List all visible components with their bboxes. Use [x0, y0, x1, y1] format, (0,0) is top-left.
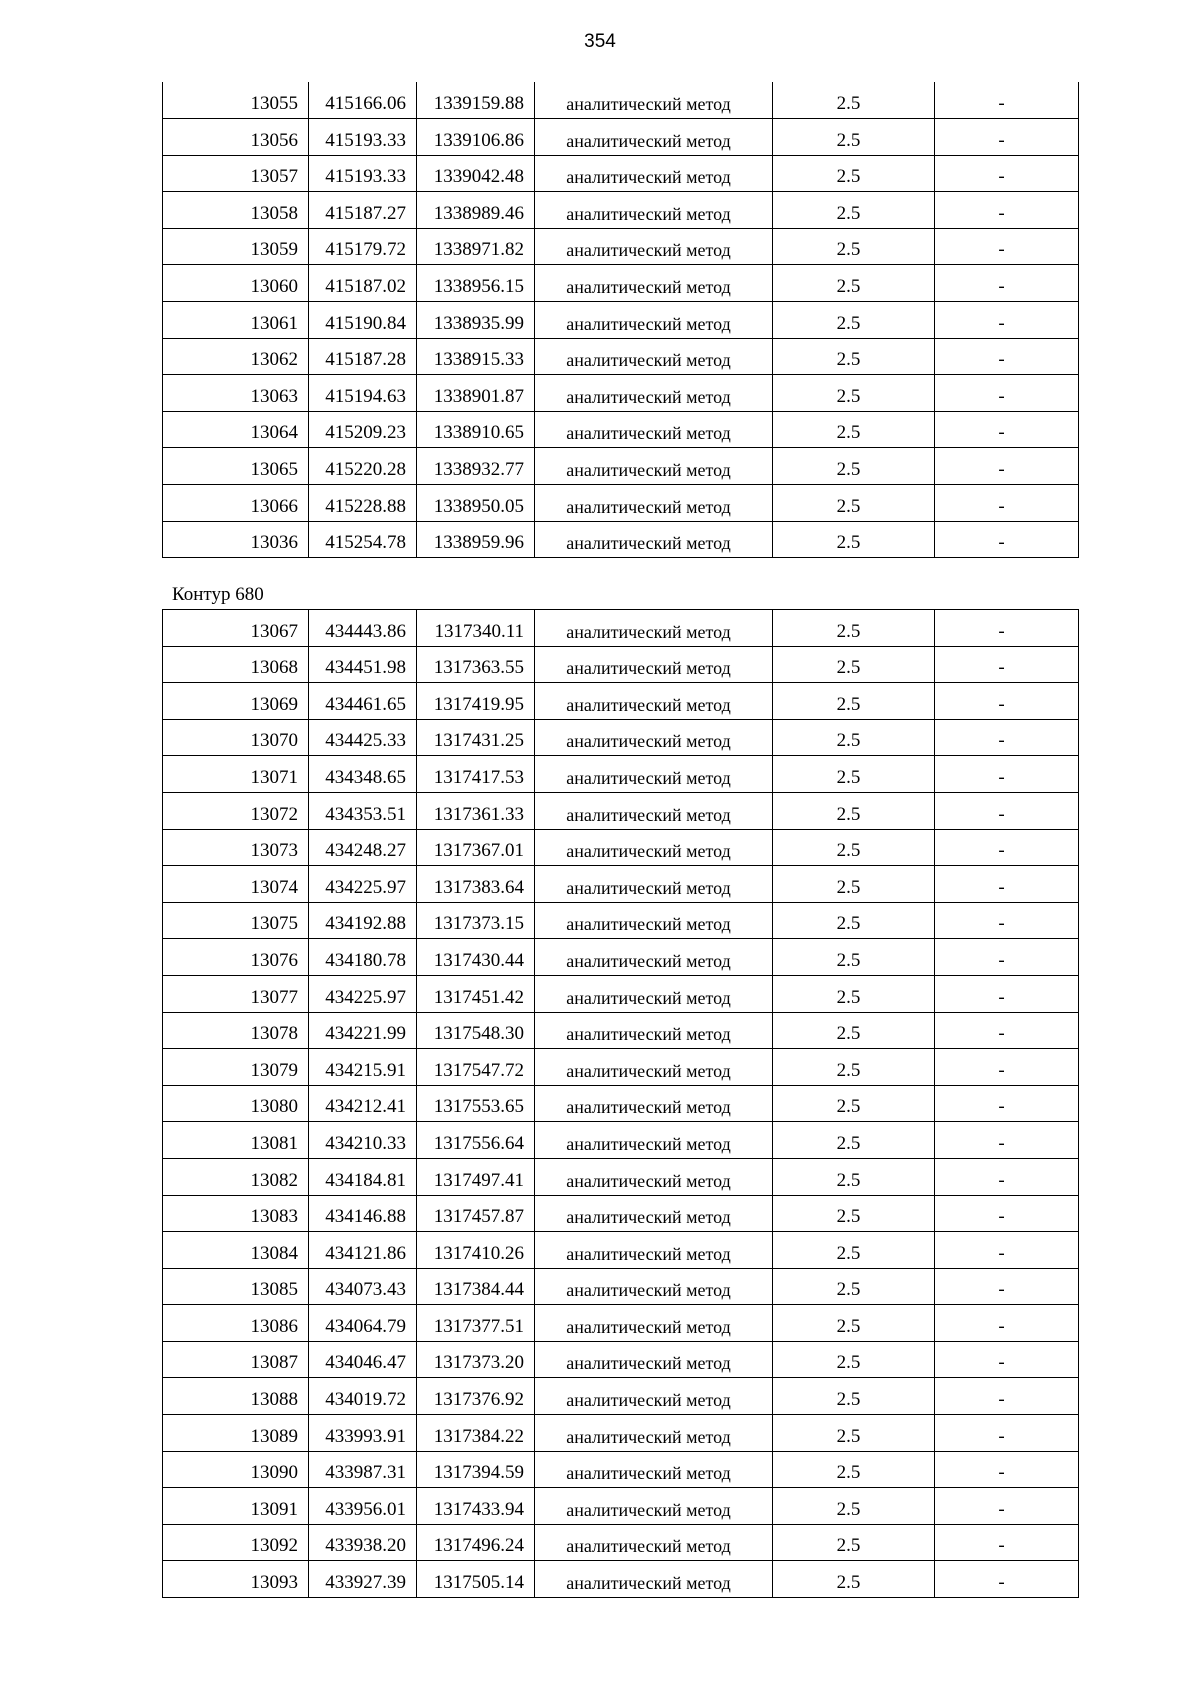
method-cell: аналитический метод: [535, 265, 773, 302]
note-cell: -: [935, 683, 1079, 720]
note-cell: -: [935, 1488, 1079, 1525]
method-cell: аналитический метод: [535, 1341, 773, 1378]
precision-cell: 2.5: [773, 1378, 935, 1415]
point-number-cell: 13036: [163, 521, 309, 558]
method-cell: аналитический метод: [535, 939, 773, 976]
point-number-cell: 13084: [163, 1232, 309, 1269]
table-row: [163, 265, 1079, 302]
y-coordinate-cell: 1338956.15: [417, 265, 535, 302]
precision-cell: 2.5: [773, 448, 935, 485]
point-number-cell: 13067: [163, 610, 309, 647]
y-coordinate-cell: 1339042.48: [417, 155, 535, 192]
x-coordinate-cell: 433938.20: [309, 1524, 417, 1561]
note-cell: -: [935, 829, 1079, 866]
x-coordinate-cell: 434215.91: [309, 1049, 417, 1086]
note-cell: -: [935, 82, 1079, 119]
note-cell: -: [935, 1415, 1079, 1452]
y-coordinate-cell: 1338950.05: [417, 485, 535, 522]
y-coordinate-cell: 1317547.72: [417, 1049, 535, 1086]
x-coordinate-cell: 415228.88: [309, 485, 417, 522]
note-cell: -: [935, 155, 1079, 192]
y-coordinate-cell: 1317548.30: [417, 1012, 535, 1049]
precision-cell: 2.5: [773, 902, 935, 939]
y-coordinate-cell: 1317433.94: [417, 1488, 535, 1525]
x-coordinate-cell: 434121.86: [309, 1232, 417, 1269]
y-coordinate-cell: 1317556.64: [417, 1122, 535, 1159]
y-coordinate-cell: 1317394.59: [417, 1451, 535, 1488]
x-coordinate-cell: 434461.65: [309, 683, 417, 720]
x-coordinate-cell: 434443.86: [309, 610, 417, 647]
precision-cell: 2.5: [773, 756, 935, 793]
note-cell: -: [935, 792, 1079, 829]
x-coordinate-cell: 415187.02: [309, 265, 417, 302]
x-coordinate-cell: 415179.72: [309, 228, 417, 265]
point-number-cell: 13062: [163, 338, 309, 375]
precision-cell: 2.5: [773, 939, 935, 976]
point-number-cell: 13082: [163, 1158, 309, 1195]
table-row: [163, 829, 1079, 866]
y-coordinate-cell: 1317384.22: [417, 1415, 535, 1452]
precision-cell: 2.5: [773, 719, 935, 756]
point-number-cell: 13079: [163, 1049, 309, 1086]
method-cell: аналитический метод: [535, 1378, 773, 1415]
x-coordinate-cell: 415187.28: [309, 338, 417, 375]
precision-cell: 2.5: [773, 265, 935, 302]
table-row: [163, 302, 1079, 339]
y-coordinate-cell: 1317451.42: [417, 975, 535, 1012]
note-cell: -: [935, 1451, 1079, 1488]
note-cell: -: [935, 939, 1079, 976]
note-cell: -: [935, 975, 1079, 1012]
precision-cell: 2.5: [773, 302, 935, 339]
coordinates-table-2: [162, 609, 1079, 1598]
y-coordinate-cell: 1338989.46: [417, 192, 535, 229]
method-cell: аналитический метод: [535, 1158, 773, 1195]
precision-cell: 2.5: [773, 155, 935, 192]
method-cell: аналитический метод: [535, 1561, 773, 1598]
table-row: [163, 192, 1079, 229]
x-coordinate-cell: 433993.91: [309, 1415, 417, 1452]
y-coordinate-cell: 1317417.53: [417, 756, 535, 793]
y-coordinate-cell: 1338959.96: [417, 521, 535, 558]
note-cell: -: [935, 448, 1079, 485]
method-cell: аналитический метод: [535, 338, 773, 375]
note-cell: -: [935, 1195, 1079, 1232]
x-coordinate-cell: 415194.63: [309, 375, 417, 412]
table-row: [163, 1085, 1079, 1122]
note-cell: -: [935, 756, 1079, 793]
y-coordinate-cell: 1317376.92: [417, 1378, 535, 1415]
note-cell: -: [935, 375, 1079, 412]
note-cell: -: [935, 338, 1079, 375]
table-row: [163, 866, 1079, 903]
note-cell: -: [935, 265, 1079, 302]
note-cell: -: [935, 1232, 1079, 1269]
precision-cell: 2.5: [773, 829, 935, 866]
x-coordinate-cell: 434146.88: [309, 1195, 417, 1232]
coordinates-table-2-body: [163, 610, 1079, 1598]
x-coordinate-cell: 434225.97: [309, 866, 417, 903]
precision-cell: 2.5: [773, 521, 935, 558]
method-cell: аналитический метод: [535, 1415, 773, 1452]
method-cell: аналитический метод: [535, 485, 773, 522]
y-coordinate-cell: 1317384.44: [417, 1268, 535, 1305]
point-number-cell: 13071: [163, 756, 309, 793]
table-row: [163, 338, 1079, 375]
precision-cell: 2.5: [773, 1195, 935, 1232]
table-row: [163, 683, 1079, 720]
point-number-cell: 13074: [163, 866, 309, 903]
y-coordinate-cell: 1317419.95: [417, 683, 535, 720]
table-row: [163, 1012, 1079, 1049]
precision-cell: 2.5: [773, 1524, 935, 1561]
point-number-cell: 13065: [163, 448, 309, 485]
y-coordinate-cell: 1317457.87: [417, 1195, 535, 1232]
precision-cell: 2.5: [773, 1012, 935, 1049]
precision-cell: 2.5: [773, 1158, 935, 1195]
table-row: [163, 228, 1079, 265]
precision-cell: 2.5: [773, 82, 935, 119]
y-coordinate-cell: 1317553.65: [417, 1085, 535, 1122]
page-number: 354: [584, 31, 616, 52]
y-coordinate-cell: 1338915.33: [417, 338, 535, 375]
coordinates-table-1: [162, 82, 1079, 558]
x-coordinate-cell: 415187.27: [309, 192, 417, 229]
table-row: [163, 1341, 1079, 1378]
point-number-cell: 13092: [163, 1524, 309, 1561]
precision-cell: 2.5: [773, 192, 935, 229]
precision-cell: 2.5: [773, 975, 935, 1012]
table-row: [163, 792, 1079, 829]
note-cell: -: [935, 485, 1079, 522]
table-row: [163, 448, 1079, 485]
method-cell: аналитический метод: [535, 1268, 773, 1305]
table-row: [163, 646, 1079, 683]
precision-cell: 2.5: [773, 1085, 935, 1122]
x-coordinate-cell: 434248.27: [309, 829, 417, 866]
precision-cell: 2.5: [773, 1341, 935, 1378]
y-coordinate-cell: 1317497.41: [417, 1158, 535, 1195]
x-coordinate-cell: 434425.33: [309, 719, 417, 756]
note-cell: -: [935, 1122, 1079, 1159]
x-coordinate-cell: 415193.33: [309, 155, 417, 192]
precision-cell: 2.5: [773, 1049, 935, 1086]
table-row: [163, 1305, 1079, 1342]
point-number-cell: 13055: [163, 82, 309, 119]
x-coordinate-cell: 434073.43: [309, 1268, 417, 1305]
y-coordinate-cell: 1317496.24: [417, 1524, 535, 1561]
point-number-cell: 13093: [163, 1561, 309, 1598]
note-cell: -: [935, 119, 1079, 156]
note-cell: -: [935, 1049, 1079, 1086]
x-coordinate-cell: 415193.33: [309, 119, 417, 156]
point-number-cell: 13085: [163, 1268, 309, 1305]
y-coordinate-cell: 1317340.11: [417, 610, 535, 647]
method-cell: аналитический метод: [535, 866, 773, 903]
table-row: [163, 119, 1079, 156]
point-number-cell: 13077: [163, 975, 309, 1012]
y-coordinate-cell: 1317373.20: [417, 1341, 535, 1378]
y-coordinate-cell: 1317367.01: [417, 829, 535, 866]
point-number-cell: 13060: [163, 265, 309, 302]
table-row: [163, 610, 1079, 647]
method-cell: аналитический метод: [535, 902, 773, 939]
table-row: [163, 521, 1079, 558]
precision-cell: 2.5: [773, 792, 935, 829]
method-cell: аналитический метод: [535, 1012, 773, 1049]
method-cell: аналитический метод: [535, 1451, 773, 1488]
table-row: [163, 1378, 1079, 1415]
note-cell: -: [935, 411, 1079, 448]
point-number-cell: 13090: [163, 1451, 309, 1488]
table-row: [163, 939, 1079, 976]
x-coordinate-cell: 434019.72: [309, 1378, 417, 1415]
precision-cell: 2.5: [773, 485, 935, 522]
x-coordinate-cell: 433987.31: [309, 1451, 417, 1488]
method-cell: аналитический метод: [535, 1049, 773, 1086]
note-cell: -: [935, 1561, 1079, 1598]
precision-cell: 2.5: [773, 228, 935, 265]
x-coordinate-cell: 415254.78: [309, 521, 417, 558]
x-coordinate-cell: 433927.39: [309, 1561, 417, 1598]
method-cell: аналитический метод: [535, 1524, 773, 1561]
precision-cell: 2.5: [773, 1451, 935, 1488]
point-number-cell: 13063: [163, 375, 309, 412]
method-cell: аналитический метод: [535, 82, 773, 119]
table-row: [163, 1561, 1079, 1598]
section-label-contour: Контур 680: [172, 584, 264, 605]
y-coordinate-cell: 1339159.88: [417, 82, 535, 119]
table-row: [163, 756, 1079, 793]
point-number-cell: 13086: [163, 1305, 309, 1342]
method-cell: аналитический метод: [535, 302, 773, 339]
precision-cell: 2.5: [773, 683, 935, 720]
y-coordinate-cell: 1338910.65: [417, 411, 535, 448]
y-coordinate-cell: 1338971.82: [417, 228, 535, 265]
precision-cell: 2.5: [773, 1561, 935, 1598]
y-coordinate-cell: 1317431.25: [417, 719, 535, 756]
note-cell: -: [935, 1341, 1079, 1378]
note-cell: -: [935, 646, 1079, 683]
note-cell: -: [935, 1012, 1079, 1049]
precision-cell: 2.5: [773, 411, 935, 448]
x-coordinate-cell: 434348.65: [309, 756, 417, 793]
note-cell: -: [935, 1305, 1079, 1342]
method-cell: аналитический метод: [535, 1232, 773, 1269]
precision-cell: 2.5: [773, 610, 935, 647]
x-coordinate-cell: 415209.23: [309, 411, 417, 448]
precision-cell: 2.5: [773, 375, 935, 412]
point-number-cell: 13059: [163, 228, 309, 265]
y-coordinate-cell: 1317361.33: [417, 792, 535, 829]
table-row: [163, 902, 1079, 939]
note-cell: -: [935, 1268, 1079, 1305]
point-number-cell: 13088: [163, 1378, 309, 1415]
table-row: [163, 411, 1079, 448]
method-cell: аналитический метод: [535, 119, 773, 156]
table-row: [163, 1122, 1079, 1159]
method-cell: аналитический метод: [535, 756, 773, 793]
note-cell: -: [935, 1524, 1079, 1561]
method-cell: аналитический метод: [535, 1122, 773, 1159]
method-cell: аналитический метод: [535, 646, 773, 683]
precision-cell: 2.5: [773, 646, 935, 683]
note-cell: -: [935, 1378, 1079, 1415]
point-number-cell: 13056: [163, 119, 309, 156]
note-cell: -: [935, 902, 1079, 939]
x-coordinate-cell: 434212.41: [309, 1085, 417, 1122]
x-coordinate-cell: 434046.47: [309, 1341, 417, 1378]
note-cell: -: [935, 302, 1079, 339]
note-cell: -: [935, 866, 1079, 903]
x-coordinate-cell: 415190.84: [309, 302, 417, 339]
point-number-cell: 13058: [163, 192, 309, 229]
method-cell: аналитический метод: [535, 1195, 773, 1232]
point-number-cell: 13076: [163, 939, 309, 976]
table-row: [163, 719, 1079, 756]
y-coordinate-cell: 1338901.87: [417, 375, 535, 412]
x-coordinate-cell: 434192.88: [309, 902, 417, 939]
table-row: [163, 1451, 1079, 1488]
point-number-cell: 13078: [163, 1012, 309, 1049]
note-cell: -: [935, 228, 1079, 265]
method-cell: аналитический метод: [535, 521, 773, 558]
method-cell: аналитический метод: [535, 375, 773, 412]
method-cell: аналитический метод: [535, 792, 773, 829]
point-number-cell: 13089: [163, 1415, 309, 1452]
method-cell: аналитический метод: [535, 411, 773, 448]
point-number-cell: 13081: [163, 1122, 309, 1159]
precision-cell: 2.5: [773, 866, 935, 903]
point-number-cell: 13083: [163, 1195, 309, 1232]
precision-cell: 2.5: [773, 1488, 935, 1525]
note-cell: -: [935, 1085, 1079, 1122]
x-coordinate-cell: 434210.33: [309, 1122, 417, 1159]
point-number-cell: 13072: [163, 792, 309, 829]
method-cell: аналитический метод: [535, 228, 773, 265]
table-row: [163, 1049, 1079, 1086]
method-cell: аналитический метод: [535, 1305, 773, 1342]
table-row: [163, 1488, 1079, 1525]
precision-cell: 2.5: [773, 1232, 935, 1269]
method-cell: аналитический метод: [535, 683, 773, 720]
y-coordinate-cell: 1338932.77: [417, 448, 535, 485]
point-number-cell: 13091: [163, 1488, 309, 1525]
table-row: [163, 1415, 1079, 1452]
note-cell: -: [935, 521, 1079, 558]
x-coordinate-cell: 433956.01: [309, 1488, 417, 1525]
point-number-cell: 13080: [163, 1085, 309, 1122]
y-coordinate-cell: 1317373.15: [417, 902, 535, 939]
point-number-cell: 13073: [163, 829, 309, 866]
y-coordinate-cell: 1317377.51: [417, 1305, 535, 1342]
x-coordinate-cell: 434221.99: [309, 1012, 417, 1049]
table-row: [163, 155, 1079, 192]
note-cell: -: [935, 192, 1079, 229]
y-coordinate-cell: 1338935.99: [417, 302, 535, 339]
x-coordinate-cell: 434451.98: [309, 646, 417, 683]
precision-cell: 2.5: [773, 119, 935, 156]
point-number-cell: 13057: [163, 155, 309, 192]
method-cell: аналитический метод: [535, 155, 773, 192]
note-cell: -: [935, 719, 1079, 756]
y-coordinate-cell: 1317383.64: [417, 866, 535, 903]
point-number-cell: 13068: [163, 646, 309, 683]
y-coordinate-cell: 1317410.26: [417, 1232, 535, 1269]
method-cell: аналитический метод: [535, 610, 773, 647]
note-cell: -: [935, 1158, 1079, 1195]
precision-cell: 2.5: [773, 1268, 935, 1305]
precision-cell: 2.5: [773, 1415, 935, 1452]
precision-cell: 2.5: [773, 1122, 935, 1159]
table-row: [163, 82, 1079, 119]
y-coordinate-cell: 1317430.44: [417, 939, 535, 976]
table-row: [163, 1268, 1079, 1305]
precision-cell: 2.5: [773, 1305, 935, 1342]
note-cell: -: [935, 610, 1079, 647]
table-row: [163, 485, 1079, 522]
x-coordinate-cell: 434353.51: [309, 792, 417, 829]
method-cell: аналитический метод: [535, 829, 773, 866]
coordinates-table-1-body: [163, 82, 1079, 558]
table-row: [163, 1232, 1079, 1269]
table-row: [163, 1158, 1079, 1195]
x-coordinate-cell: 434184.81: [309, 1158, 417, 1195]
point-number-cell: 13070: [163, 719, 309, 756]
table-row: [163, 1195, 1079, 1232]
point-number-cell: 13061: [163, 302, 309, 339]
point-number-cell: 13066: [163, 485, 309, 522]
method-cell: аналитический метод: [535, 1488, 773, 1525]
x-coordinate-cell: 434225.97: [309, 975, 417, 1012]
table-row: [163, 1524, 1079, 1561]
point-number-cell: 13087: [163, 1341, 309, 1378]
x-coordinate-cell: 434064.79: [309, 1305, 417, 1342]
table-row: [163, 975, 1079, 1012]
method-cell: аналитический метод: [535, 719, 773, 756]
point-number-cell: 13069: [163, 683, 309, 720]
point-number-cell: 13064: [163, 411, 309, 448]
method-cell: аналитический метод: [535, 1085, 773, 1122]
method-cell: аналитический метод: [535, 192, 773, 229]
table-row: [163, 375, 1079, 412]
x-coordinate-cell: 434180.78: [309, 939, 417, 976]
y-coordinate-cell: 1317363.55: [417, 646, 535, 683]
y-coordinate-cell: 1339106.86: [417, 119, 535, 156]
method-cell: аналитический метод: [535, 975, 773, 1012]
y-coordinate-cell: 1317505.14: [417, 1561, 535, 1598]
point-number-cell: 13075: [163, 902, 309, 939]
x-coordinate-cell: 415166.06: [309, 82, 417, 119]
x-coordinate-cell: 415220.28: [309, 448, 417, 485]
method-cell: аналитический метод: [535, 448, 773, 485]
precision-cell: 2.5: [773, 338, 935, 375]
